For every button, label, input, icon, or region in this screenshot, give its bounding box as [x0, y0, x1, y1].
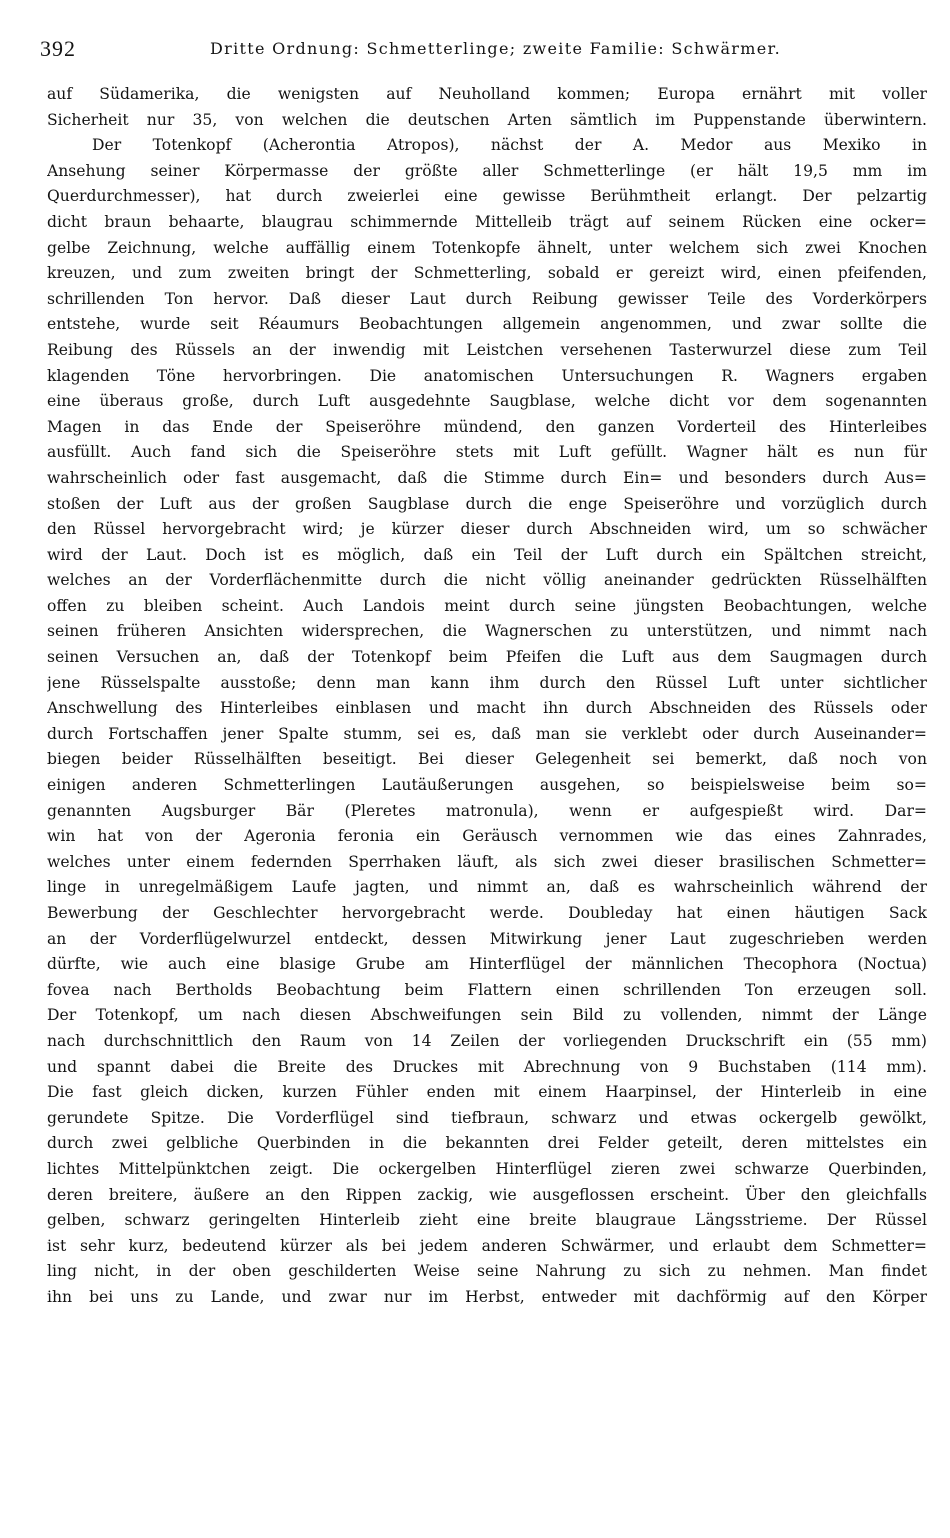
text-line: lichtes Mittelpünktchen zeigt. Die ockergelben Hinterflügel zieren zwei schwarze Querbinden, [47, 1159, 927, 1178]
text-line: Anschwellung des Hinterleibes einblasen und macht ihn durch Abschneiden des Rüssels oder [47, 699, 927, 718]
text-line: seinen früheren Ansichten widersprechen, die Wagnerschen zu unterstützen, und nimmt nach [47, 622, 927, 641]
text-line: durch zwei gelbliche Querbinden in die bekannten drei Felder geteilt, deren mittelstes ein [47, 1134, 927, 1153]
text-line: auf Südamerika, die wenigsten auf Neuholland kommen; Europa ernährt mit voller [47, 85, 927, 103]
text-line: Reibung des Rüssels an der inwendig mit Leistchen versehenen Tasterwurzel diese zum Teil [47, 340, 927, 359]
text-line: ausfüllt. Auch fand sich die Speiseröhre stets mit Luft gefüllt. Wagner hält es nun für [47, 443, 927, 462]
text-line: Die fast gleich dicken, kurzen Fühler enden mit einem Haarpinsel, der Hinterleib in eine [47, 1083, 927, 1102]
text-line: durch Fortschaffen jener Spalte stumm, sei es, daß man sie verklebt oder durch Auseinander= [47, 724, 927, 743]
text-line: dürfte, wie auch eine blasige Grube am Hinterflügel der männlichen Thecophora (Noctua) [47, 955, 927, 974]
text-line: eine überaus große, durch Luft ausgedehnte Saugblase, welche dicht vor dem sogenannten [47, 392, 927, 411]
text-line: gelben, schwarz geringelten Hinterleib zieht eine breite blaugraue Längsstrieme. Der Rüssel [47, 1211, 927, 1230]
text-line: Der Totenkopf, um nach diesen Abschweifungen sein Bild zu vollenden, nimmt der Länge [47, 1006, 927, 1025]
text-line: Sicherheit nur 35, von welchen die deutschen Arten sämtlich im Puppenstande überwintern. [47, 110, 927, 129]
text-line: biegen beider Rüsselhälften beseitigt. Bei dieser Gelegenheit sei bemerkt, daß noch von [47, 750, 927, 769]
text-line: wahrscheinlich oder fast ausgemacht, daß die Stimme durch Ein= und besonders durch Aus= [47, 468, 927, 487]
text-line: jene Rüsselspalte ausstoße; denn man kann ihm durch den Rüssel Luft unter sichtlicher [47, 673, 927, 692]
text-line: Querdurchmesser), hat durch zweierlei eine gewisse Berühmtheit erlangt. Der pelzartig [47, 187, 927, 206]
text-line: ihn bei uns zu Lande, und zwar nur im Herbst, entweder mit dachförmig auf den Körper [47, 1287, 927, 1306]
text-line: dicht braun behaarte, blaugrau schimmernde Mittelleib trägt auf seinem Rücken eine ocker= [47, 212, 927, 231]
body-text [47, 82, 927, 1336]
text-line: gerundete Spitze. Die Vorderflügel sind tiefbraun, schwarz und etwas ockergelb gewölkt, [47, 1108, 927, 1127]
text-line: stoßen der Luft aus der großen Saugblase durch die enge Speiseröhre und vorzüglich durch [47, 494, 927, 513]
text-line: an der Vorderflügelwurzel entdeckt, dessen Mitwirkung jener Laut zugeschrieben werden [47, 929, 927, 948]
text-line: seinen Versuchen an, daß der Totenkopf beim Pfeifen die Luft aus dem Saugmagen durch [47, 648, 927, 667]
text-line: kreuzen, und zum zweiten bringt der Schmetterling, sobald er gereizt wird, einen pfeifenden, [47, 264, 927, 283]
text-line: Magen in das Ende der Speiseröhre mündend, den ganzen Vorderteil des Hinterleibes [47, 417, 927, 436]
text-line: gelbe Zeichnung, welche auffällig einem Totenkopfe ähnelt, unter welchem sich zwei Knochen [47, 238, 927, 257]
text-line: wird der Laut. Doch ist es möglich, daß ein Teil der Luft durch ein Spältchen streicht, [47, 545, 927, 564]
text-line: Der Totenkopf (Acherontia Atropos), nächst der A. Medor aus Mexiko in [92, 136, 927, 155]
text-line: entstehe, wurde seit Réaumurs Beobachtungen allgemein angenommen, und zwar sollte die [47, 315, 927, 334]
text-line: offen zu bleiben scheint. Auch Landois meint durch seine jüngsten Beobachtungen, welche [47, 596, 927, 615]
text-line: Bewerbung der Geschlechter hervorgebracht werde. Doubleday hat einen häutigen Sack [47, 904, 927, 922]
text-line: und spannt dabei die Breite des Druckes mit Abrechnung von 9 Buchstaben (114 mm). [47, 1057, 927, 1076]
text-line: den Rüssel hervorgebracht wird; je kürzer dieser durch Abschneiden wird, um so schwächer [47, 520, 927, 539]
running-head [40, 36, 920, 64]
page-number: 392 [40, 36, 76, 61]
text-line: schrillenden Ton hervor. Daß dieser Laut durch Reibung gewisser Teile des Vorderkörpers [47, 289, 927, 308]
text-line: Ansehung seiner Körpermasse der größte aller Schmetterlinge (er hält 19,5 mm im [47, 161, 927, 180]
text-line [47, 1311, 927, 1337]
running-title: Dritte Ordnung: Schmetterlinge; zweite Familie: Schwärmer. [210, 39, 782, 58]
text-line: ist sehr kurz, bedeutend kürzer als bei jedem anderen Schwärmer, und erlaubt dem Schmetter= [47, 1236, 927, 1255]
text-line: genannten Augsburger Bär (Pleretes matronula), wenn er aufgespießt wird. Dar= [47, 801, 927, 820]
text-line: welches an der Vorderflächenmitte durch die nicht völlig aneinander gedrückten Rüsselhälften [47, 571, 927, 590]
text-line: fovea nach Bertholds Beobachtung beim Flattern einen schrillenden Ton erzeugen soll. [47, 980, 927, 999]
text-line: welches unter einem federnden Sperrhaken läuft, als sich zwei dieser brasilischen Schmetter= [47, 852, 927, 871]
text-line: einigen anderen Schmetterlingen Lautäußerungen ausgehen, so beispielsweise beim so= [47, 776, 927, 795]
text-line: klagenden Töne hervorbringen. Die anatomischen Untersuchungen R. Wagners ergaben [47, 366, 927, 385]
text-line: nach durchschnittlich den Raum von 14 Zeilen der vorliegenden Druckschrift ein (55 mm) [47, 1031, 927, 1050]
text-line: ling nicht, in der oben geschilderten Weise seine Nahrung zu sich zu nehmen. Man findet [47, 1262, 927, 1281]
text-line: deren breitere, äußere an den Rippen zackig, wie ausgeflossen erscheint. Über den gleichfalls [47, 1185, 927, 1204]
text-line: win hat von der Ageronia feronia ein Geräusch vernommen wie das eines Zahnrades, [47, 827, 927, 846]
text-line: linge in unregelmäßigem Laufe jagten, und nimmt an, daß es wahrscheinlich während der [47, 878, 927, 897]
